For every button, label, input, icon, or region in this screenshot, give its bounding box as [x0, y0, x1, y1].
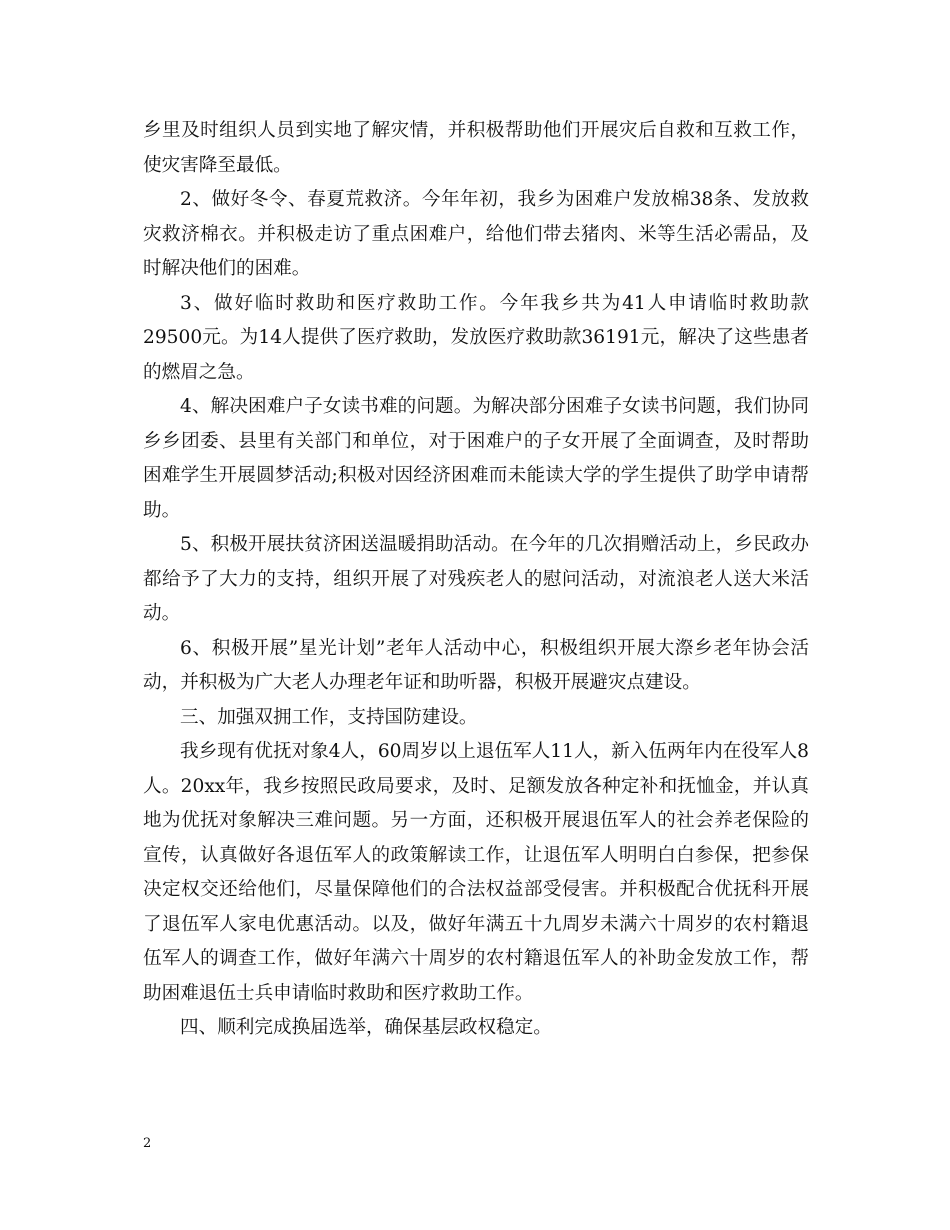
section-heading: 四、顺利完成换届选举，确保基层政权稳定。 [180, 1017, 552, 1038]
document-body [143, 114, 809, 1046]
paragraph: 5、积极开展扶贫济困送温暖捐助活动。在今年的几次捐赠活动上，乡民政办都给予了大力的支持，组织开展了对残疾老人的慰问活动，对流浪老人送大米活动。 [143, 534, 809, 624]
paragraph: 乡里及时组织人员到实地了解灾情，并积极帮助他们开展灾后自救和互救工作，使灾害降至最低。 [143, 120, 809, 176]
paragraph: 3、做好临时救助和医疗救助工作。今年我乡共为41人申请临时救助款29500元。为14人提供了医疗救助，发放医疗救助款36191元，解决了这些患者的燃眉之急。 [143, 292, 809, 383]
paragraph: 我乡现有优抚对象4人，60周岁以上退伍军人11人，新入伍两年内在役军人8人。20xx年，我乡按照民政局要求，及时、足额发放各种定补和抚恤金，并认真地为优抚对象解决三难问题。另一方面，还积极开展退伍军人的社会养老保险的宣传，认真做好各退伍军人的政策解读工作，让退伍军人明明白白参保，把参保决定权交还给他们，尽量保障他们的合法权益部受侵害。并积极配合优抚科开展了退伍军人家电优惠活动。以及，做好年满五十九周岁未满六十周岁的农村籍退伍军人的调查工作，做好年满六十周岁的农村籍退伍军人的补助金发放工作，帮助困难退伍士兵申请临时救助和医疗救助工作。 [143, 741, 809, 1004]
paragraph: 6、积极开展”星光计划”老年人活动中心，积极组织开展大漈乡老年协会活动，并积极为广大老人办理老年证和助听器，积极开展避灾点建设。 [143, 637, 809, 693]
paragraph: 2、做好冬令、春夏荒救济。今年年初，我乡为困难户发放棉38条、发放救灾救济棉衣。并积极走访了重点困难户，给他们带去猪肉、米等生活必需品，及时解决他们的困难。 [143, 189, 809, 279]
page-number: 2 [143, 1136, 152, 1151]
paragraph: 4、解决困难户子女读书难的问题。为解决部分困难子女读书问题，我们协同乡乡团委、县里有关部门和单位，对于困难户的子女开展了全面调查，及时帮助困难学生开展圆梦活动;积极对因经济困难而未能读大学的学生提供了助学申请帮助。 [143, 396, 809, 521]
section-heading: 三、加强双拥工作，支持国防建设。 [180, 706, 478, 728]
